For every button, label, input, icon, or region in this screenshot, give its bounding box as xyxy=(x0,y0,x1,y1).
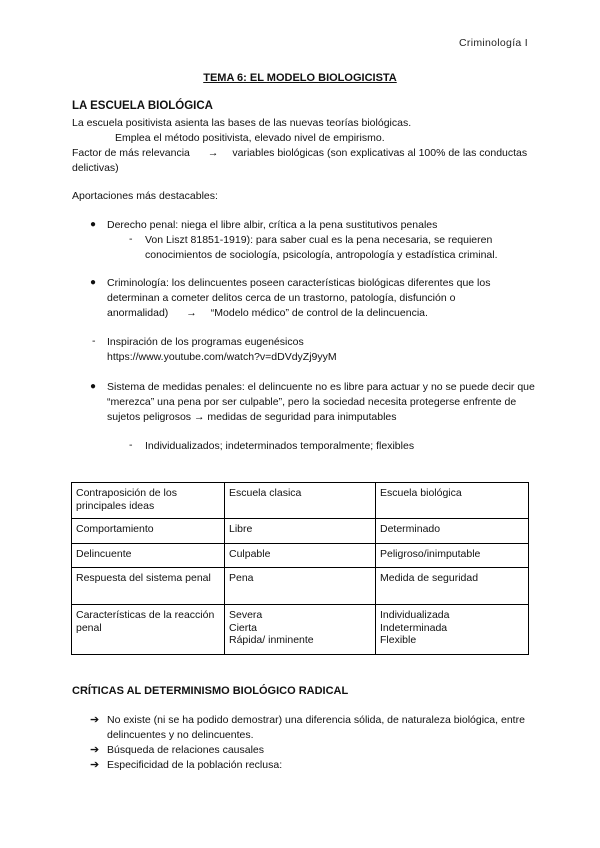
document-title: TEMA 6: EL MODELO BIOLOGICISTA xyxy=(203,72,397,84)
bullet-icon: ● xyxy=(90,381,97,392)
table-cell xyxy=(225,605,376,655)
critica-item: No existe (ni se ha podido demostrar) una diferencia sólida, de naturaleza biológica, entre delincuentes y no delincuentes. xyxy=(107,714,525,741)
sub-individualizados: Individualizados; indeterminados temporalmente; flexibles xyxy=(145,440,415,452)
table-row xyxy=(72,568,529,605)
aportaciones-label: Aportaciones más destacables: xyxy=(72,190,218,202)
bullet-sistema-medidas: Sistema de medidas penales: el delincuente no es libre para actuar y no se puede decir que “merezca” una pena por ser culpable”, pero la sociedad necesita protegerse enfrente de sujetos peligrosos → medidas de seguridad para inimputables xyxy=(107,381,535,423)
table-cell: Pena xyxy=(225,568,376,605)
table-cell: Escuela biológica xyxy=(376,483,529,519)
table-cell: Contraposición de los principales ideas xyxy=(72,483,225,519)
table-cell: Delincuente xyxy=(72,544,225,568)
clasica-item: Rápida/ inminente xyxy=(229,634,314,646)
table-cell: Características de la reacción penal xyxy=(72,605,225,655)
intro-line-2: Emplea el método positivista, elevado nivel de empirismo. xyxy=(115,132,385,144)
table-cell: Medida de seguridad xyxy=(376,568,529,605)
table-header-row xyxy=(72,483,529,519)
bullet-derecho-penal: Derecho penal: niega el libre albir, crítica a la pena sustitutivos penales xyxy=(107,219,438,231)
biologica-item: Indeterminada xyxy=(380,621,448,634)
arrow-bullet-icon: ➔ xyxy=(90,759,100,771)
bullet-criminologia xyxy=(107,276,537,321)
table-row xyxy=(72,544,529,568)
critica-item: Búsqueda de relaciones causales xyxy=(107,744,265,756)
table-cell: Culpable xyxy=(225,544,376,568)
factor-text: variables biológicas (son explicativas al 100% de las conductas delictivas) xyxy=(72,147,528,174)
sub-von-liszt: Von Liszt 81851-1919): para saber cual es la pena necesaria, se requieren conocimientos de sociología, psicología, antropología y estadística criminal. xyxy=(145,234,498,261)
right-arrow-icon: → xyxy=(207,147,219,159)
dash-icon: - xyxy=(129,233,133,245)
factor-label: Factor de más relevancia xyxy=(72,147,190,159)
factor-paragraph xyxy=(72,146,532,176)
table-row xyxy=(72,605,529,655)
section-heading-escuela-biologica: LA ESCUELA BIOLÓGICA xyxy=(72,100,213,112)
table-cell: Respuesta del sistema penal xyxy=(72,568,225,605)
table-cell: Escuela clasica xyxy=(225,483,376,519)
table-cell xyxy=(376,605,529,655)
biologica-item: Flexible xyxy=(380,634,417,646)
dash-icon: - xyxy=(92,335,96,347)
arrow-bullet-icon: ➔ xyxy=(90,744,100,756)
clasica-item: Cierta xyxy=(229,621,258,634)
table-cell: Comportamiento xyxy=(72,519,225,544)
modelo-medico-text: “Modelo médico” de control de la delincuencia. xyxy=(210,307,428,319)
bullet-icon: ● xyxy=(90,277,97,288)
clasica-item: Severa xyxy=(229,609,263,621)
section-heading-criticas: CRÍTICAS AL DETERMINISMO BIOLÓGICO RADICAL xyxy=(72,685,349,697)
biologica-item: Individualizada xyxy=(380,609,450,621)
dash-icon: - xyxy=(129,439,133,451)
arrow-bullet-icon: ➔ xyxy=(90,714,100,726)
table-cell: Peligroso/inimputable xyxy=(376,544,529,568)
criminologia-text: Criminología: los delincuentes poseen características biológicas diferentes que los determinan a cometer delitos cerca de un trastorno, patología, disfunción o anormalidad) xyxy=(107,277,491,319)
table-row xyxy=(72,519,529,544)
critica-item: Especificidad de la población reclusa: xyxy=(107,759,283,771)
bullet-icon: ● xyxy=(90,219,97,230)
table-cell: Libre xyxy=(225,519,376,544)
intro-line-1: La escuela positivista asienta las bases de las nuevas teorías biológicas. xyxy=(72,117,412,129)
youtube-link[interactable]: https://www.youtube.com/watch?v=dDVdyZj9yyM xyxy=(107,351,337,363)
table-cell: Determinado xyxy=(376,519,529,544)
page-header: Criminología I xyxy=(459,37,528,49)
eugenesicos-item: Inspiración de los programas eugenésicos xyxy=(107,336,304,348)
right-arrow-icon: → xyxy=(186,307,197,319)
comparison-table xyxy=(71,482,529,655)
